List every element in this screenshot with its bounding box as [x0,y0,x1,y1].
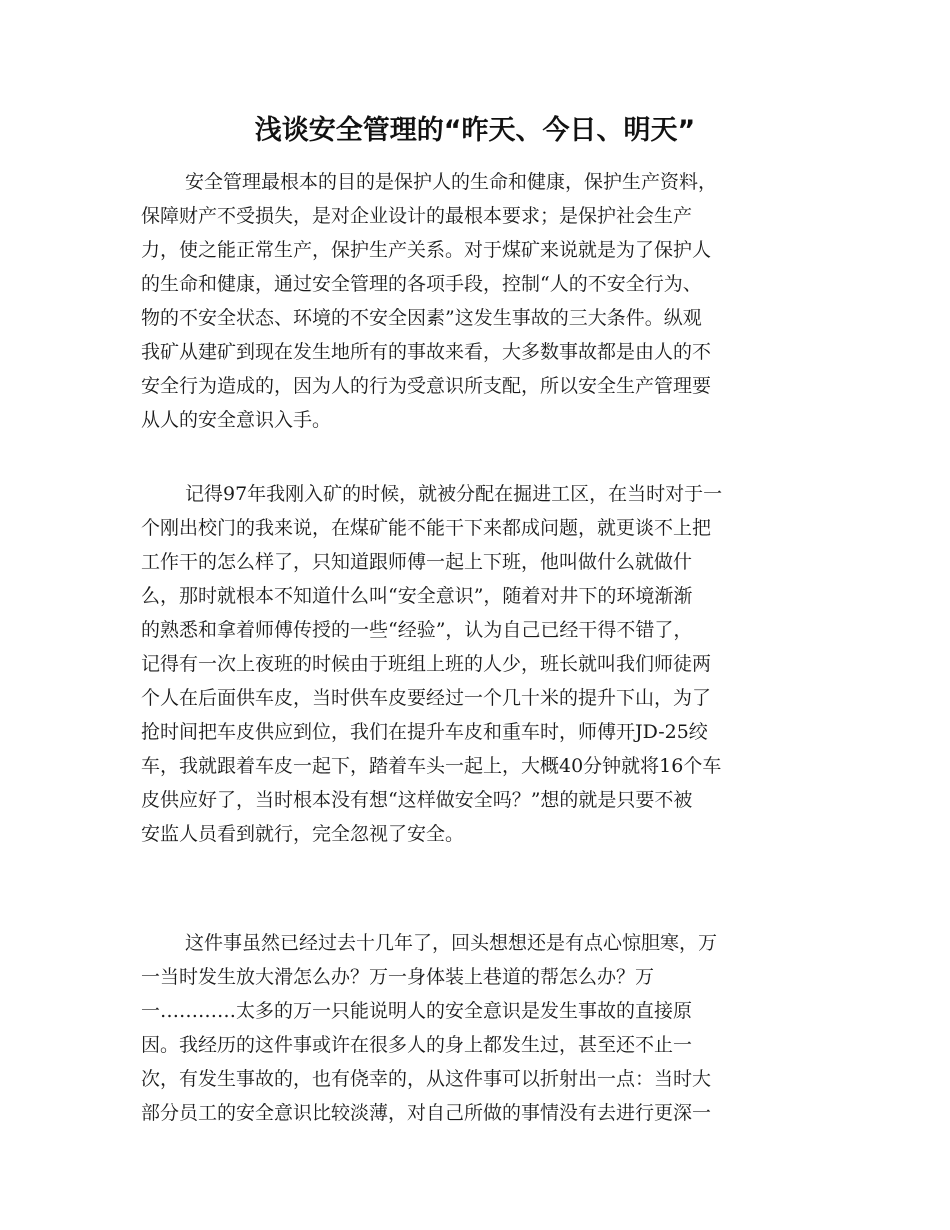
text-line: 记得97年我刚入矿的时候，就被分配在掘进工区，在当时对于一 [185,483,723,505]
document-title: 浅谈安全管理的“昨天、今日、明天” [254,115,696,146]
text-line: 从人的安全意识入手。 [141,409,332,431]
text-line: 个刚出校门的我来说，在煤矿能不能干下来都成问题，就更谈不上把 [141,517,712,539]
text-line: 我矿从建矿到现在发生地所有的事故来看，大多数事故都是由人的不 [141,341,712,363]
text-line: 的熟悉和拿着师傅传授的一些“经验”，认为自己已经干得不错了， [141,619,693,641]
text-line: 力，使之能正常生产，保护生产关系。对于煤矿来说就是为了保护人 [141,239,712,261]
text-line: 这件事虽然已经过去十几年了，回头想想还是有点心惊胆寒，万 [185,932,718,954]
text-line: 么，那时就根本不知道什么叫“安全意识”，随着对井下的环境渐渐 [141,585,693,607]
paragraph-2 [141,477,813,851]
text-line: 物的不安全状态、环境的不安全因素”这发生事故的三大条件。纵观 [141,307,702,329]
text-line: 抢时间把车皮供应到位，我们在提升车皮和重车时，师傅开JD-25绞 [141,721,708,743]
text-line: 次，有发生事故的，也有侥幸的，从这件事可以折射出一点：当时大 [141,1068,712,1090]
paragraph-3 [141,926,813,1130]
text-line: 记得有一次上夜班的时候由于班组上班的人少，班长就叫我们师徒两 [141,653,712,675]
text-line: 安全行为造成的，因为人的行为受意识所支配，所以安全生产管理要 [141,375,712,397]
text-line: 一当时发生放大滑怎么办？万一身体装上巷道的帮怎么办？万 [141,966,655,988]
text-line: 个人在后面供车皮，当时供车皮要经过一个几十米的提升下山，为了 [141,687,712,709]
text-line: 一…………太多的万一只能说明人的安全意识是发生事故的直接原 [141,1000,693,1022]
text-line: 安监人员看到就行，完全忽视了安全。 [141,823,465,845]
text-line: 部分员工的安全意识比较淡薄，对自己所做的事情没有去进行更深一 [141,1102,712,1124]
paragraph-1 [141,165,813,437]
text-line: 安全管理最根本的目的是保护人的生命和健康，保护生产资料， [185,171,718,193]
text-line: 工作干的怎么样了，只知道跟师傅一起上下班，他叫做什么就做什 [141,551,693,573]
text-line: 保障财产不受损失，是对企业设计的最根本要求；是保护社会生产 [141,205,693,227]
text-line: 因。我经历的这件事或许在很多人的身上都发生过，甚至还不止一 [141,1034,693,1056]
text-line: 的生命和健康，通过安全管理的各项手段，控制“人的不安全行为、 [141,273,702,295]
text-line: 车，我就跟着车皮一起下，踏着车头一起上，大概40分钟就将16个车 [141,755,722,777]
text-line: 皮供应好了，当时根本没有想“这样做安全吗？”想的就是只要不被 [141,789,693,811]
